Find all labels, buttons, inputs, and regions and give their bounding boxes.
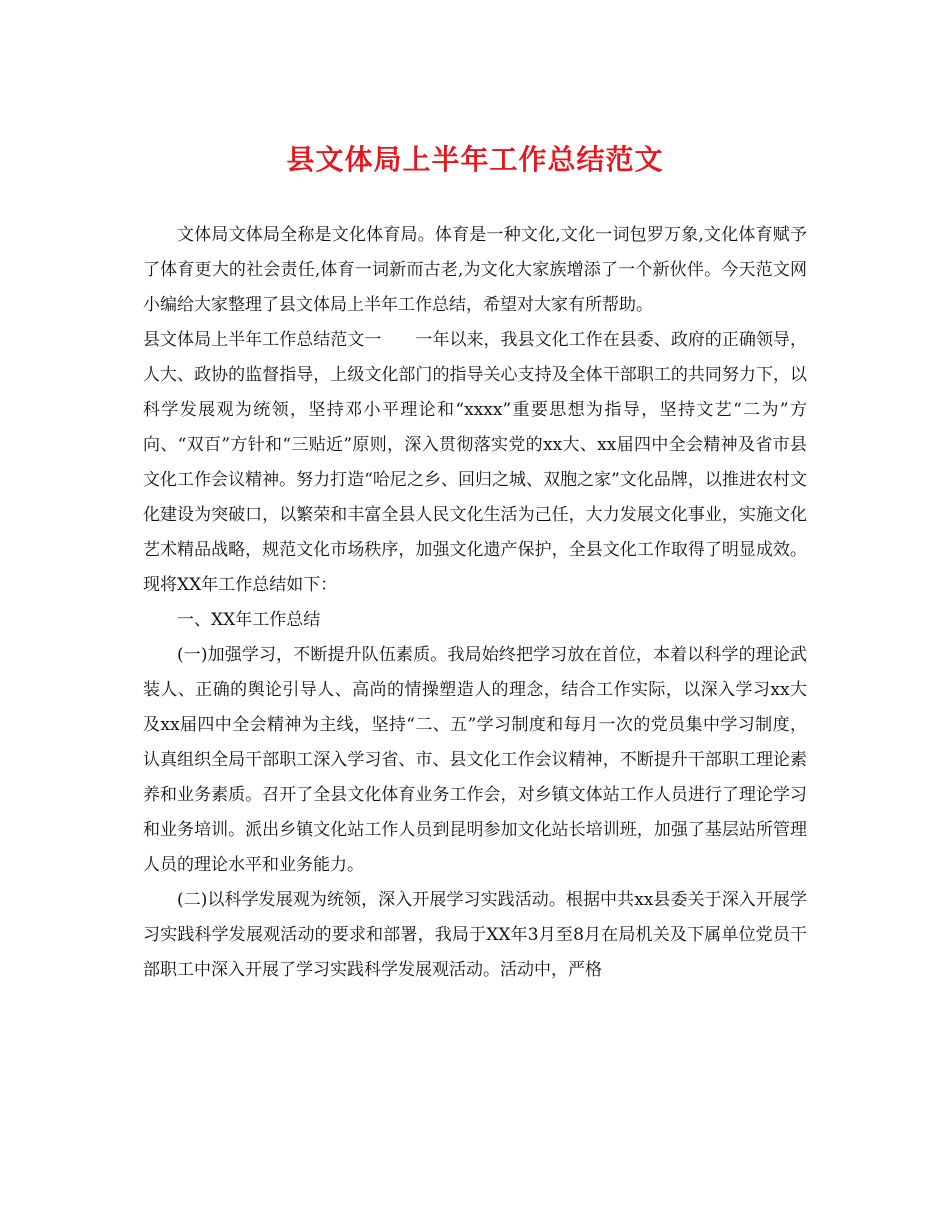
study-paragraph: (一)加强学习，不断提升队伍素质。我局始终把学习放在首位，本着以科学的理论武装人、正确的舆论引导人、高尚的情操塑造人的理念，结合工作实际，以深入学习xx大及xx届四中全会精神为主线，坚持“二、五”学习制度和每月一次的党员集中学习制度，认真组织全局干部职工深入学习省、市、县文化工作会议精神，不断提升干部职工理论素养和业务素质。召开了全县文化体育业务工作会，对乡镇文体站工作人员进行了理论学习和业务培训。派出乡镇文化站工作人员到昆明参加文化站长培训班，加强了基层站所管理人员的理论水平和业务能力。 (143, 645, 807, 875)
practice-paragraph: (二)以科学发展观为统领，深入开展学习实践活动。根据中共xx县委关于深入开展学习实践科学发展观活动的要求和部署，我局于XX年3月至8月在局机关及下属单位党员干部职工中深入开展了学习实践科学发展观活动。活动中，严格 (143, 890, 807, 980)
section-heading: 一、XX年工作总结 (177, 610, 321, 630)
summary-opening-paragraph: 县文体局上半年工作总结范文一 一年以来，我县文化工作在县委、政府的正确领导，人大、政协的监督指导，上级文化部门的指导关心支持及全体干部职工的共同努力下，以科学发展观为统领，坚持邓小平理论和“xxxx”重要思想为指导，坚持文艺“二为”方向、“双百”方针和“三贴近”原则，深入贯彻落实党的xx大、xx届四中全会精神及省市县文化工作会议精神。努力打造“哈尼之乡、回归之城、双胞之家”文化品牌，以推进农村文化建设为突破口，以繁荣和丰富全县人民文化生活为己任，大力发展文化事业，实施文化艺术精品战略，规范文化市场秩序，加强文化遗产保护，全县文化工作取得了明显成效。现将XX年工作总结如下： (143, 330, 807, 595)
document-title: 县文体局上半年工作总结范文 (286, 143, 664, 176)
intro-paragraph: 文体局文体局全称是文化体育局。体育是一种文化,文化一词包罗万象,文化体育赋予了体育更大的社会责任,体育一词新而古老,为文化大家族增添了一个新伙伴。今天范文网小编给大家整理了县文体局上半年工作总结，希望对大家有所帮助。 (143, 225, 807, 315)
document-body (143, 218, 807, 988)
